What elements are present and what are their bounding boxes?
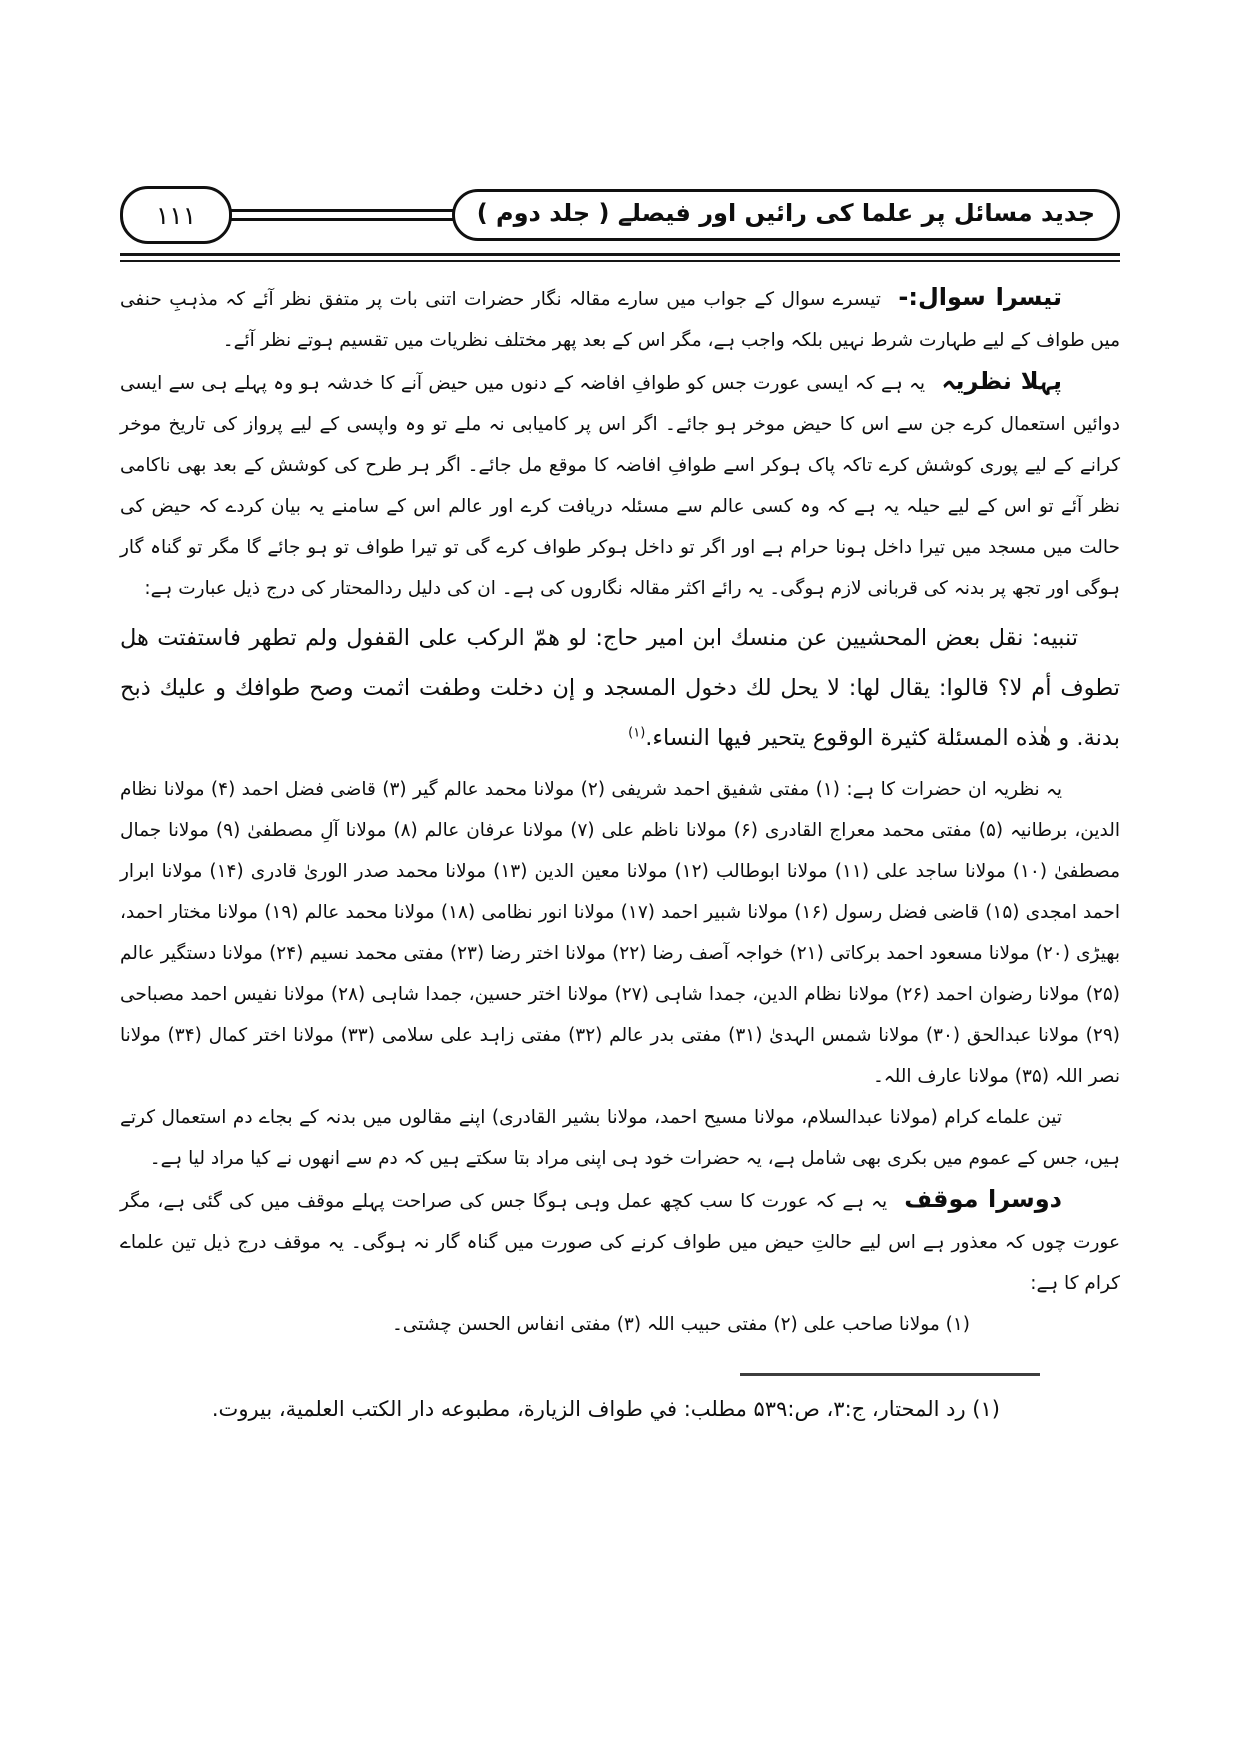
second-stance-heading: دوسرا موقف [904,1185,1062,1213]
paragraph-three-scholars [120,1097,1120,1179]
second-stance-names-text: (۱) مولانا صاحب علی (۲) مفتی حبیب اللہ (۳) مفتی انفاس الحسن چشتی۔ [391,1314,970,1335]
header-connector-line [229,209,455,221]
page-header [120,186,1120,244]
paragraph-first-view [120,361,1120,609]
first-view-heading: پہلا نظریہ [941,367,1062,395]
header-rule [120,253,1120,262]
supporters-list-text: یہ نظریہ ان حضرات کا ہے: (۱) مفتی شفیق احمد شریفی (۲) مولانا محمد عالم گیر (۳) قاضی فضل احمد (۴) مولانا نظام الدین، برطانیہ (۵) مفتی محمد معراج القادری (۶) مولانا ناظم علی (۷) مولانا عرفان عالم (۸) مولانا آلِ مصطفیٰ (۹) مولانا جمال مصطفیٰ (۱۰) مولانا ساجد علی (۱۱) مولانا ابوطالب (۱۲) مولانا معین الدین (۱۳) مولانا محمد صدر الوریٰ قادری (۱۴) مولانا ابرار احمد امجدی (۱۵) قاضی فضل رسول (۱۶) مولانا شبیر احمد (۱۷) مولانا انور نظامی (۱۸) مولانا محمد عالم (۱۹) مولانا مختار احمد، بھیڑی (۲۰) مولانا مسعود احمد برکاتی (۲۱) خواجہ آصف رضا (۲۲) مولانا اختر رضا (۲۳) مفتی محمد نسیم (۲۴) مولانا دستگیر عالم (۲۵) مولانا رضوان احمد (۲۶) مولانا نظام الدین، جمدا شاہی (۲۷) مولانا اختر حسین، جمدا شاہی (۲۸) مولانا نفیس احمد مصباحی (۲۹) مولانا عبدالحق (۳۰) مولانا شمس الہدیٰ (۳۱) مفتی بدر عالم (۳۲) مفتی زاہد علی سلامی (۳۳) مولانا اختر کمال (۳۴) مولانا نصر اللہ (۳۵) مولانا عارف اللہ۔ [120,779,1121,1087]
footnote-block [120,1373,1120,1429]
first-view-text: یہ ہے کہ ایسی عورت جس کو طوافِ افاضہ کے دنوں میں حیض آنے کا خدشہ ہو وہ پہلے ہی سے ایسی دوائیں استعمال کرے جن سے اس کا حیض موخر ہو جائے۔ اگر اس پر کامیابی نہ ملے تو وہ واپسی کے لیے پرواز کی تاریخ موخر کرانے کے لیے پوری کوشش کرے تاکہ پاک ہوکر اسے طوافِ افاضہ کا موقع مل جائے۔ اگر ہر طرح کی کوشش کے بعد بھی ناکامی نظر آئے تو اس کے لیے حیلہ یہ ہے کہ وہ کسی عالم سے مسئلہ دریافت کرے اور عالم اس کے سامنے یہ بیان کردے کہ حیض کی حالت میں مسجد میں تیرا داخل ہونا حرام ہے اور اگر تو داخل ہوکر طواف کرے گی تو تیرا طواف تو ہو جائے گا مگر تو گناہ گار ہوگی اور تجھ پر بدنہ کی قربانی لازم ہوگی۔ یہ رائے اکثر مقالہ نگاروں کی ہے۔ ان کی دلیل ردالمحتار کی درج ذیل عبارت ہے: [120,373,1120,599]
footnote-text: (۱) رد المحتار، ج:۳، ص:۵۳۹ مطلب: في طواف الزیارة، مطبوعه دار الكتب العلمیة، بیروت. [211,1397,1000,1421]
paragraph-supporters-list [120,769,1120,1097]
third-question-text: تیسرے سوال کے جواب میں سارے مقالہ نگار حضرات اتنی بات پر متفق نظر آئے کہ مذہبِ حنفی میں طواف کے لیے طہارت شرط نہیں بلکہ واجب ہے، مگر اس کے بعد پھر مختلف نظریات میں تقسیم ہوتے نظر آئے۔ [120,289,1120,351]
paragraph-second-stance [120,1179,1120,1304]
arabic-quotation-text: تنبیه: نقل بعض المحشیین عن منسك ابن امیر حاج: لو همّ الرکب علی القفول ولم تطهر فاستفتت هل تطوف أم لا؟ قالوا: یقال لها: لا یحل لك دخول المسجد و إن دخلت وطفت اثمت وصح طوافك و علیك ذبح بدنة. و هٰذه المسئلة کثیرة الوقوع یتحیر فیها النساء. [120,625,1120,751]
arabic-quotation [120,613,1120,763]
three-scholars-text: تین علماے کرام (مولانا عبدالسلام، مولانا مسیح احمد، مولانا بشیر القادری) اپنے مقالوں میں بدنہ کے بجاے دم استعمال کرتے ہیں، جس کے عموم میں بکری بھی شامل ہے، یہ حضرات خود ہی اپنی مراد بتا سکتے ہیں کہ دم سے انھوں نے کیا مراد لیا ہے۔ [120,1107,1120,1169]
book-title: جدید مسائل پر علما کی رائیں اور فیصلے ( جلد دوم ) [476,198,1095,227]
paragraph-third-question [120,277,1120,361]
page-number: ۱۱۱ [155,200,197,230]
page-number-pill [120,186,232,244]
book-title-capsule [452,189,1120,241]
second-stance-text: یہ ہے کہ عورت کا سب کچھ عمل وہی ہوگا جس کی صراحت پہلے موقف میں کی گئی ہے، مگر عورت چوں کہ معذور ہے اس لیے حالتِ حیض میں طواف کرنے کی صورت میں گناہ گار نہ ہوگی۔ یہ موقف درج ذیل تین علماے کرام کا ہے: [120,1191,1120,1294]
footnote-separator [740,1373,1040,1376]
footnote-marker: (۱) [628,725,646,741]
page-body [120,277,1120,1345]
second-stance-names [120,1304,1120,1345]
third-question-heading: تیسرا سوال:- [898,283,1062,311]
